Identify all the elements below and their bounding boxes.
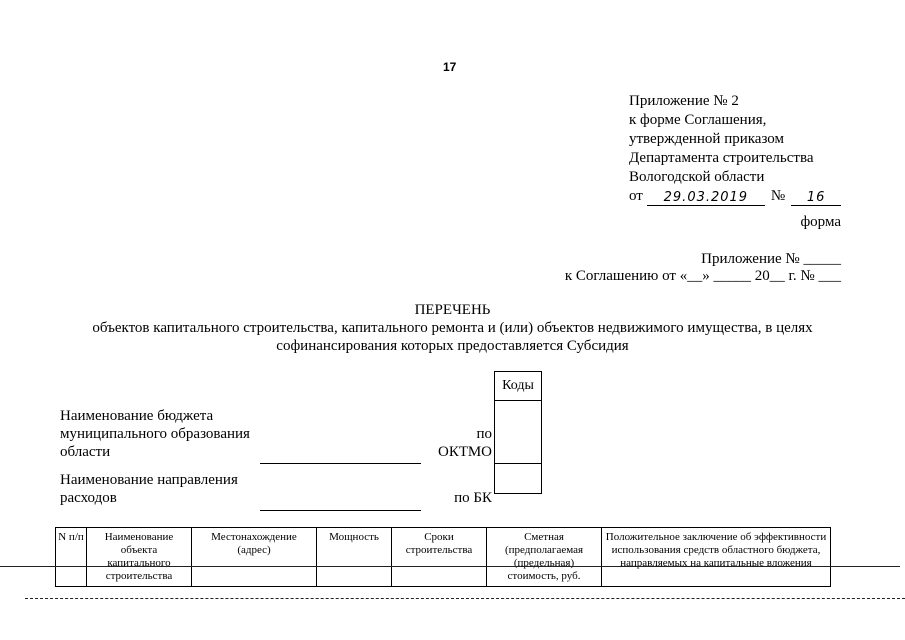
appendix-block [629,92,841,206]
document-heading: ПЕРЕЧЕНЬ [414,302,491,318]
budget-label-line: муниципального образования [60,426,250,442]
appendix-line: Приложение № 2 [629,93,739,109]
scan-artifact-line [0,566,900,567]
budget-label-line: Наименование бюджета [60,408,214,424]
budget-label-line: области [60,444,111,460]
from-label: от [629,188,643,204]
col-header-efficiency-conclusion: Положительное заключение об эффективности использования средств областного бюджета, направляемых на капитальные вложения [602,528,831,587]
oktmo-label: ОКТМО [438,444,492,460]
agreement-reference-line: к Соглашению от «__» _____ 20__ г. № ___ [564,268,841,284]
appendix-line: утвержденной приказом [629,131,785,147]
document-subtitle-line1: объектов капитального строительства, капитального ремонта и (или) объектов недвижимого имущества, в целях [92,320,813,336]
handwritten-date: 29.03.2019 [647,191,765,206]
codes-header: Коды [495,372,541,401]
col-header-terms: Сроки строительства [392,528,487,587]
document-subtitle-line2: софинансирования которых предоставляется Субсидия [276,338,629,354]
form-label: форма [800,214,841,230]
direction-label-line: Наименование направления [60,472,238,488]
direction-name-label [60,471,238,507]
codes-divider [495,463,541,464]
budget-name-label [60,407,250,461]
codes-box [494,371,542,494]
col-header-number: N п/п [56,528,87,587]
table-header-row [56,528,831,587]
handwritten-number: 16 [791,191,841,206]
objects-table [55,527,831,587]
direction-label-line: расходов [60,490,117,506]
number-label: № [770,188,786,204]
col-header-capacity: Мощность [317,528,392,587]
direction-name-field-line [260,510,421,511]
col-header-location: Местонахождение (адрес) [192,528,317,587]
scan-artifact-line [25,598,905,599]
col-header-object-name: Наименование объекта капитального строительства [87,528,192,587]
appendix-line: к форме Соглашения, [629,112,767,128]
oktmo-prefix: по [476,426,492,442]
col-header-estimated-cost: Сметная (предполагаемая (предельная) стоимость, руб. [487,528,602,587]
appendix-line: Департамента строительства [629,150,814,166]
agreement-appendix-line: Приложение № _____ [701,251,841,267]
appendix-date-line [629,187,841,206]
budget-name-field-line [260,463,421,464]
bk-label: по БК [454,490,492,506]
page-number: 17 [443,60,457,74]
appendix-line: Вологодской области [629,169,765,185]
